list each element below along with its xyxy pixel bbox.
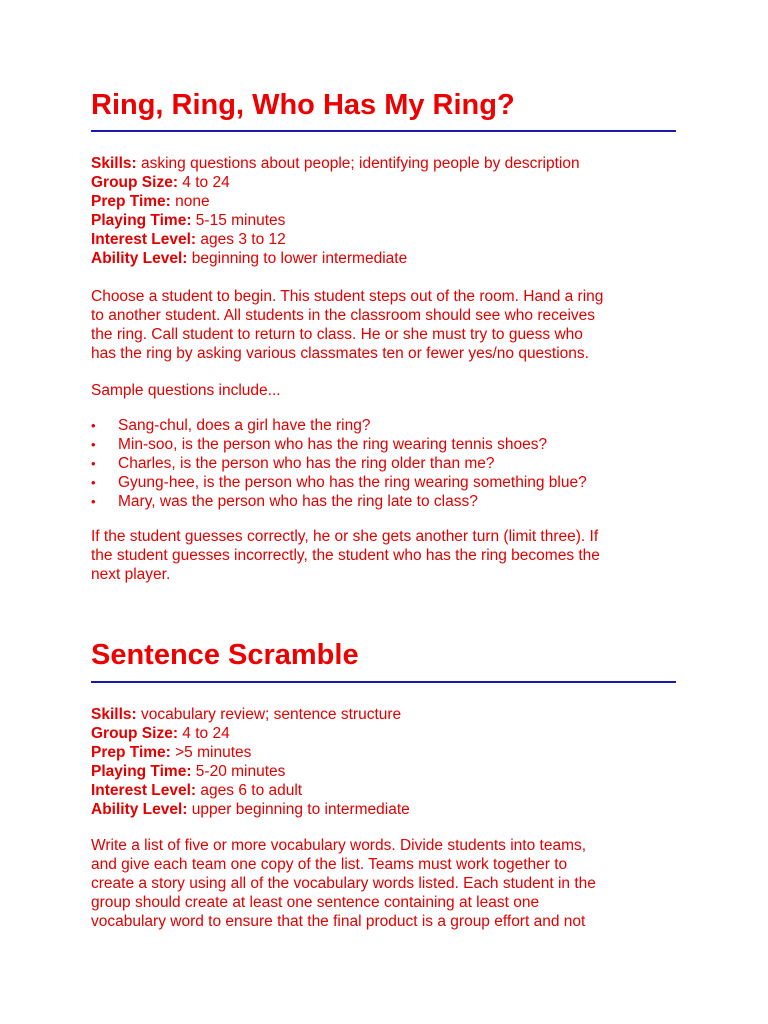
detail-value: beginning to lower intermediate bbox=[187, 250, 408, 267]
bullet-icon: • bbox=[91, 418, 96, 433]
detail-label: Skills: bbox=[91, 706, 137, 723]
detail-group-size bbox=[91, 173, 580, 192]
detail-skills bbox=[91, 705, 410, 724]
detail-value: 4 to 24 bbox=[177, 174, 230, 191]
list-item-text: Min-soo, is the person who has the ring wearing tennis shoes? bbox=[118, 436, 548, 453]
title-divider bbox=[91, 130, 676, 132]
paragraph-line: create a story using all of the vocabulary words listed. Each student in the bbox=[91, 875, 596, 892]
instructions-paragraph bbox=[91, 836, 596, 931]
paragraph-line: group should create at least one sentence containing at least one bbox=[91, 894, 540, 911]
detail-value: none bbox=[170, 193, 210, 210]
detail-label: Group Size: bbox=[91, 174, 178, 191]
detail-value: vocabulary review; sentence structure bbox=[136, 706, 402, 723]
detail-prep-time bbox=[91, 743, 410, 762]
title-divider bbox=[91, 681, 676, 683]
paragraph-line: and give each team one copy of the list. Teams must work together to bbox=[91, 856, 568, 873]
sample-intro bbox=[91, 381, 281, 400]
list-item bbox=[91, 492, 587, 511]
detail-value: 5-20 minutes bbox=[191, 763, 286, 780]
bullet-icon: • bbox=[91, 437, 96, 452]
detail-interest-level bbox=[91, 781, 410, 800]
instructions-paragraph bbox=[91, 287, 603, 363]
paragraph-line: If the student guesses correctly, he or she gets another turn (limit three). If bbox=[91, 528, 599, 545]
list-item bbox=[91, 435, 587, 454]
sample-questions-list bbox=[91, 416, 587, 511]
list-item bbox=[91, 473, 587, 492]
list-item bbox=[91, 416, 587, 435]
detail-prep-time bbox=[91, 192, 580, 211]
detail-value: ages 6 to adult bbox=[196, 782, 303, 799]
section-title: Ring, Ring, Who Has My Ring? bbox=[91, 89, 515, 121]
section-title: Sentence Scramble bbox=[91, 639, 359, 671]
list-item bbox=[91, 454, 587, 473]
paragraph-line: has the ring by asking various classmates ten or fewer yes/no questions. bbox=[91, 345, 589, 362]
detail-label: Ability Level: bbox=[91, 801, 188, 818]
detail-playing-time bbox=[91, 211, 580, 230]
list-item-text: Gyung-hee, is the person who has the ring wearing something blue? bbox=[118, 474, 587, 491]
paragraph-line: to another student. All students in the classroom should see who receives bbox=[91, 307, 596, 324]
detail-label: Playing Time: bbox=[91, 212, 192, 229]
paragraph-line: Choose a student to begin. This student steps out of the room. Hand a ring bbox=[91, 288, 604, 305]
bullet-icon: • bbox=[91, 494, 96, 509]
detail-value: 5-15 minutes bbox=[191, 212, 286, 229]
detail-label: Skills: bbox=[91, 155, 137, 172]
detail-value: >5 minutes bbox=[170, 744, 252, 761]
list-item-text: Sang-chul, does a girl have the ring? bbox=[118, 417, 371, 434]
paragraph-line: Sample questions include... bbox=[91, 382, 281, 399]
detail-label: Prep Time: bbox=[91, 744, 171, 761]
detail-playing-time bbox=[91, 762, 410, 781]
bullet-icon: • bbox=[91, 475, 96, 490]
game-details bbox=[91, 705, 410, 819]
detail-label: Interest Level: bbox=[91, 231, 197, 248]
detail-value: ages 3 to 12 bbox=[196, 231, 286, 248]
detail-group-size bbox=[91, 724, 410, 743]
detail-label: Playing Time: bbox=[91, 763, 192, 780]
detail-label: Interest Level: bbox=[91, 782, 197, 799]
list-item-text: Charles, is the person who has the ring older than me? bbox=[118, 455, 495, 472]
detail-label: Prep Time: bbox=[91, 193, 171, 210]
outcome-paragraph bbox=[91, 527, 600, 584]
paragraph-line: Write a list of five or more vocabulary words. Divide students into teams, bbox=[91, 837, 587, 854]
detail-ability-level bbox=[91, 800, 410, 819]
detail-label: Ability Level: bbox=[91, 250, 188, 267]
detail-ability-level bbox=[91, 249, 580, 268]
detail-label: Group Size: bbox=[91, 725, 178, 742]
bullet-icon: • bbox=[91, 456, 96, 471]
game-details bbox=[91, 154, 580, 268]
detail-value: upper beginning to intermediate bbox=[187, 801, 410, 818]
detail-interest-level bbox=[91, 230, 580, 249]
paragraph-line: next player. bbox=[91, 566, 171, 583]
detail-value: asking questions about people; identifying people by description bbox=[136, 155, 580, 172]
paragraph-line: the ring. Call student to return to class. He or she must try to guess who bbox=[91, 326, 583, 343]
paragraph-line: vocabulary word to ensure that the final product is a group effort and not bbox=[91, 913, 586, 930]
detail-skills bbox=[91, 154, 580, 173]
detail-value: 4 to 24 bbox=[177, 725, 230, 742]
paragraph-line: the student guesses incorrectly, the student who has the ring becomes the bbox=[91, 547, 600, 564]
list-item-text: Mary, was the person who has the ring late to class? bbox=[118, 493, 478, 510]
